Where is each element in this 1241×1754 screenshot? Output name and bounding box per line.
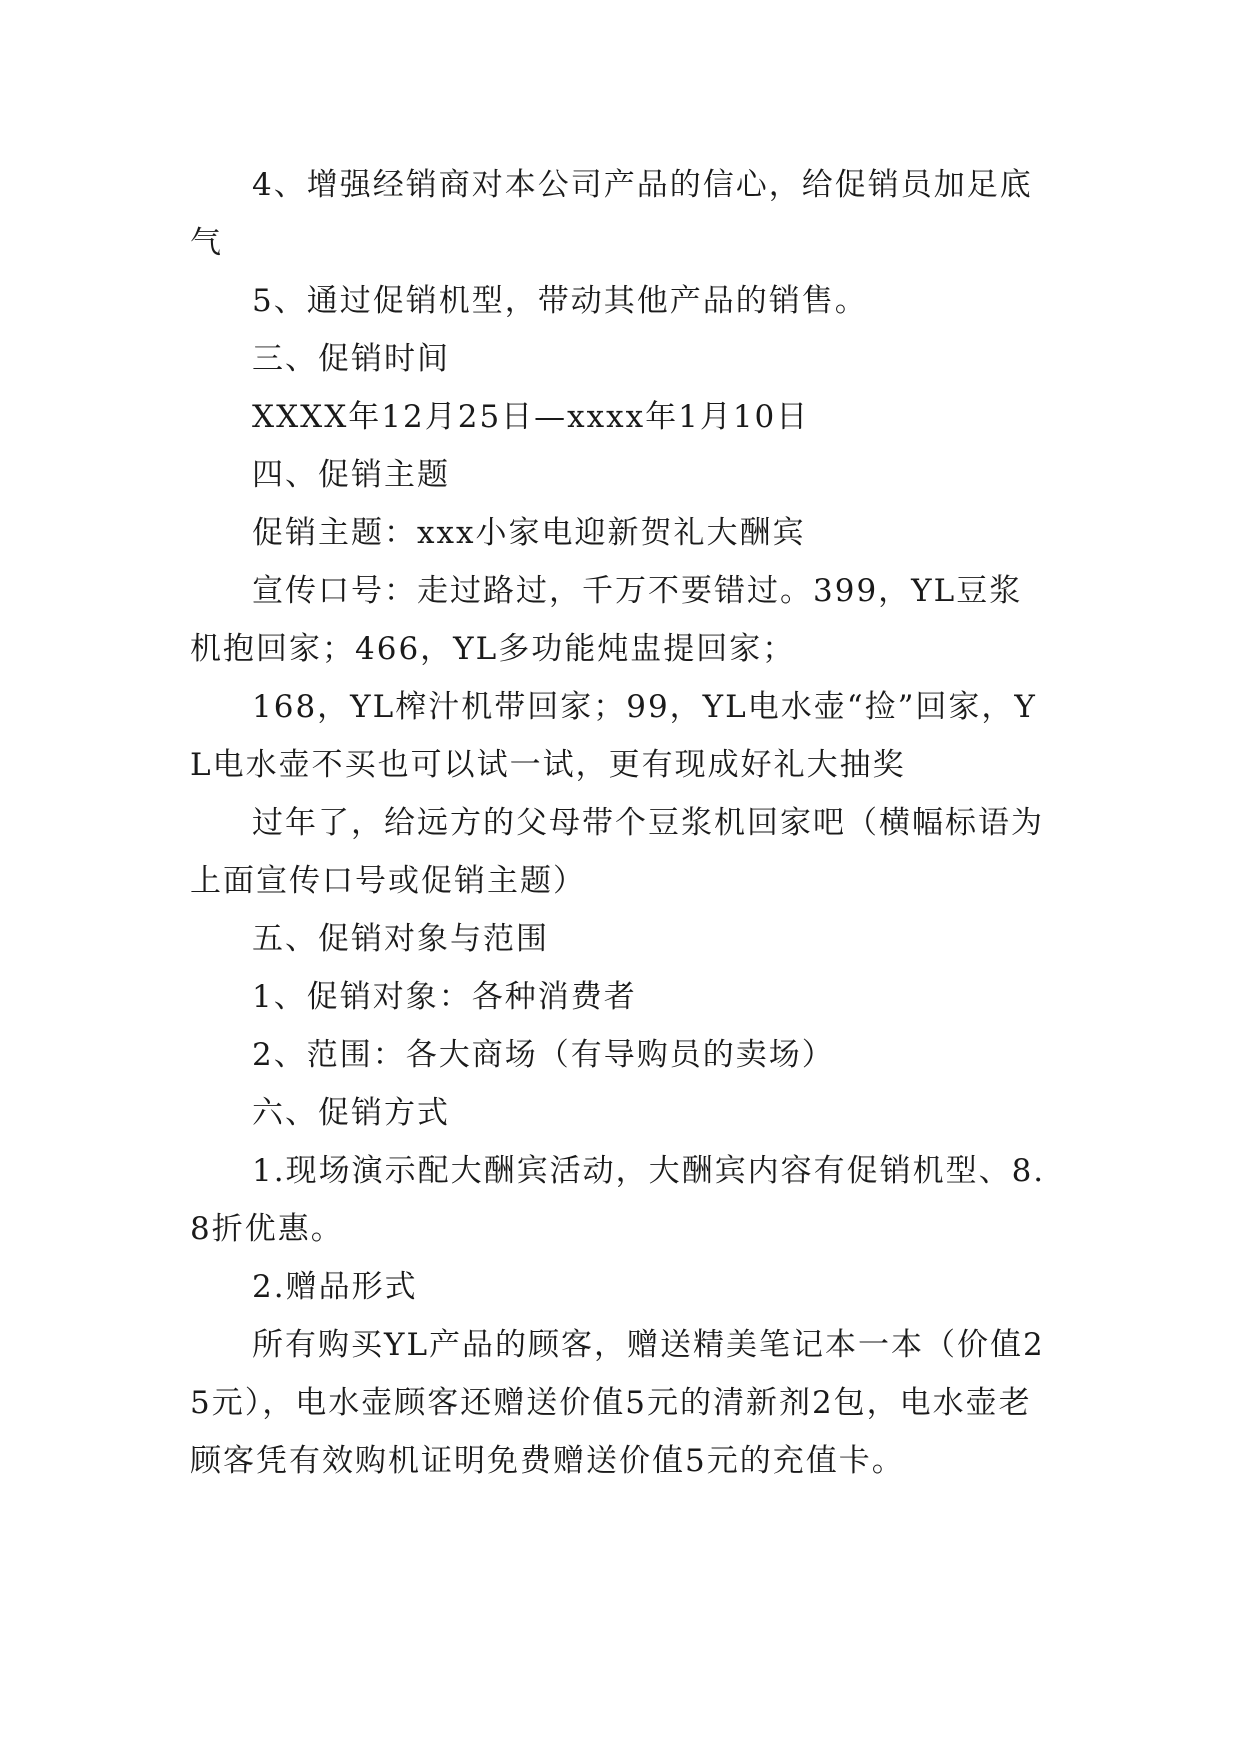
promotion-theme: 促销主题：xxx小家电迎新贺礼大酬宾	[252, 515, 806, 551]
section-heading-method: 六、促销方式	[252, 1095, 450, 1131]
section-heading-time: 三、促销时间	[252, 341, 450, 377]
method-item-1: 1.现场演示配大酬宾活动，大酬宾内容有促销机型、8.8折优惠。	[190, 1153, 1046, 1247]
method-item-2: 2.赠品形式	[252, 1269, 418, 1305]
slogan-paragraph: 宣传口号：走过路过，千万不要错过。399，YL豆浆机抱回家；466，YL多功能炖盅提回家；	[190, 573, 1023, 667]
target-audience: 1、促销对象：各种消费者	[252, 979, 637, 1015]
gift-details: 所有购买YL产品的顾客，赠送精美笔记本一本（价值25元），电水壶顾客还赠送价值5元的清新剂2包，电水壶老顾客凭有效购机证明免费赠送价值5元的充值卡。	[190, 1327, 1045, 1479]
slogan-paragraph-continued: 168，YL榨汁机带回家；99，YL电水壶“捡”回家，YL电水壶不买也可以试一试，更有现成好礼大抽奖	[190, 689, 1037, 783]
banner-slogan: 过年了，给远方的父母带个豆浆机回家吧（横幅标语为上面宣传口号或促销主题）	[190, 805, 1044, 899]
target-scope: 2、范围：各大商场（有导购员的卖场）	[252, 1037, 835, 1073]
section-heading-theme: 四、促销主题	[252, 457, 450, 493]
paragraph-item-5: 5、通过促销机型，带动其他产品的销售。	[252, 283, 868, 319]
document-body	[190, 156, 1048, 1490]
section-heading-target: 五、促销对象与范围	[252, 921, 549, 957]
paragraph-item-4: 4、增强经销商对本公司产品的信心，给促销员加足底气	[190, 167, 1033, 261]
promotion-date-range: XXXX年12月25日—xxxx年1月10日	[252, 399, 810, 435]
